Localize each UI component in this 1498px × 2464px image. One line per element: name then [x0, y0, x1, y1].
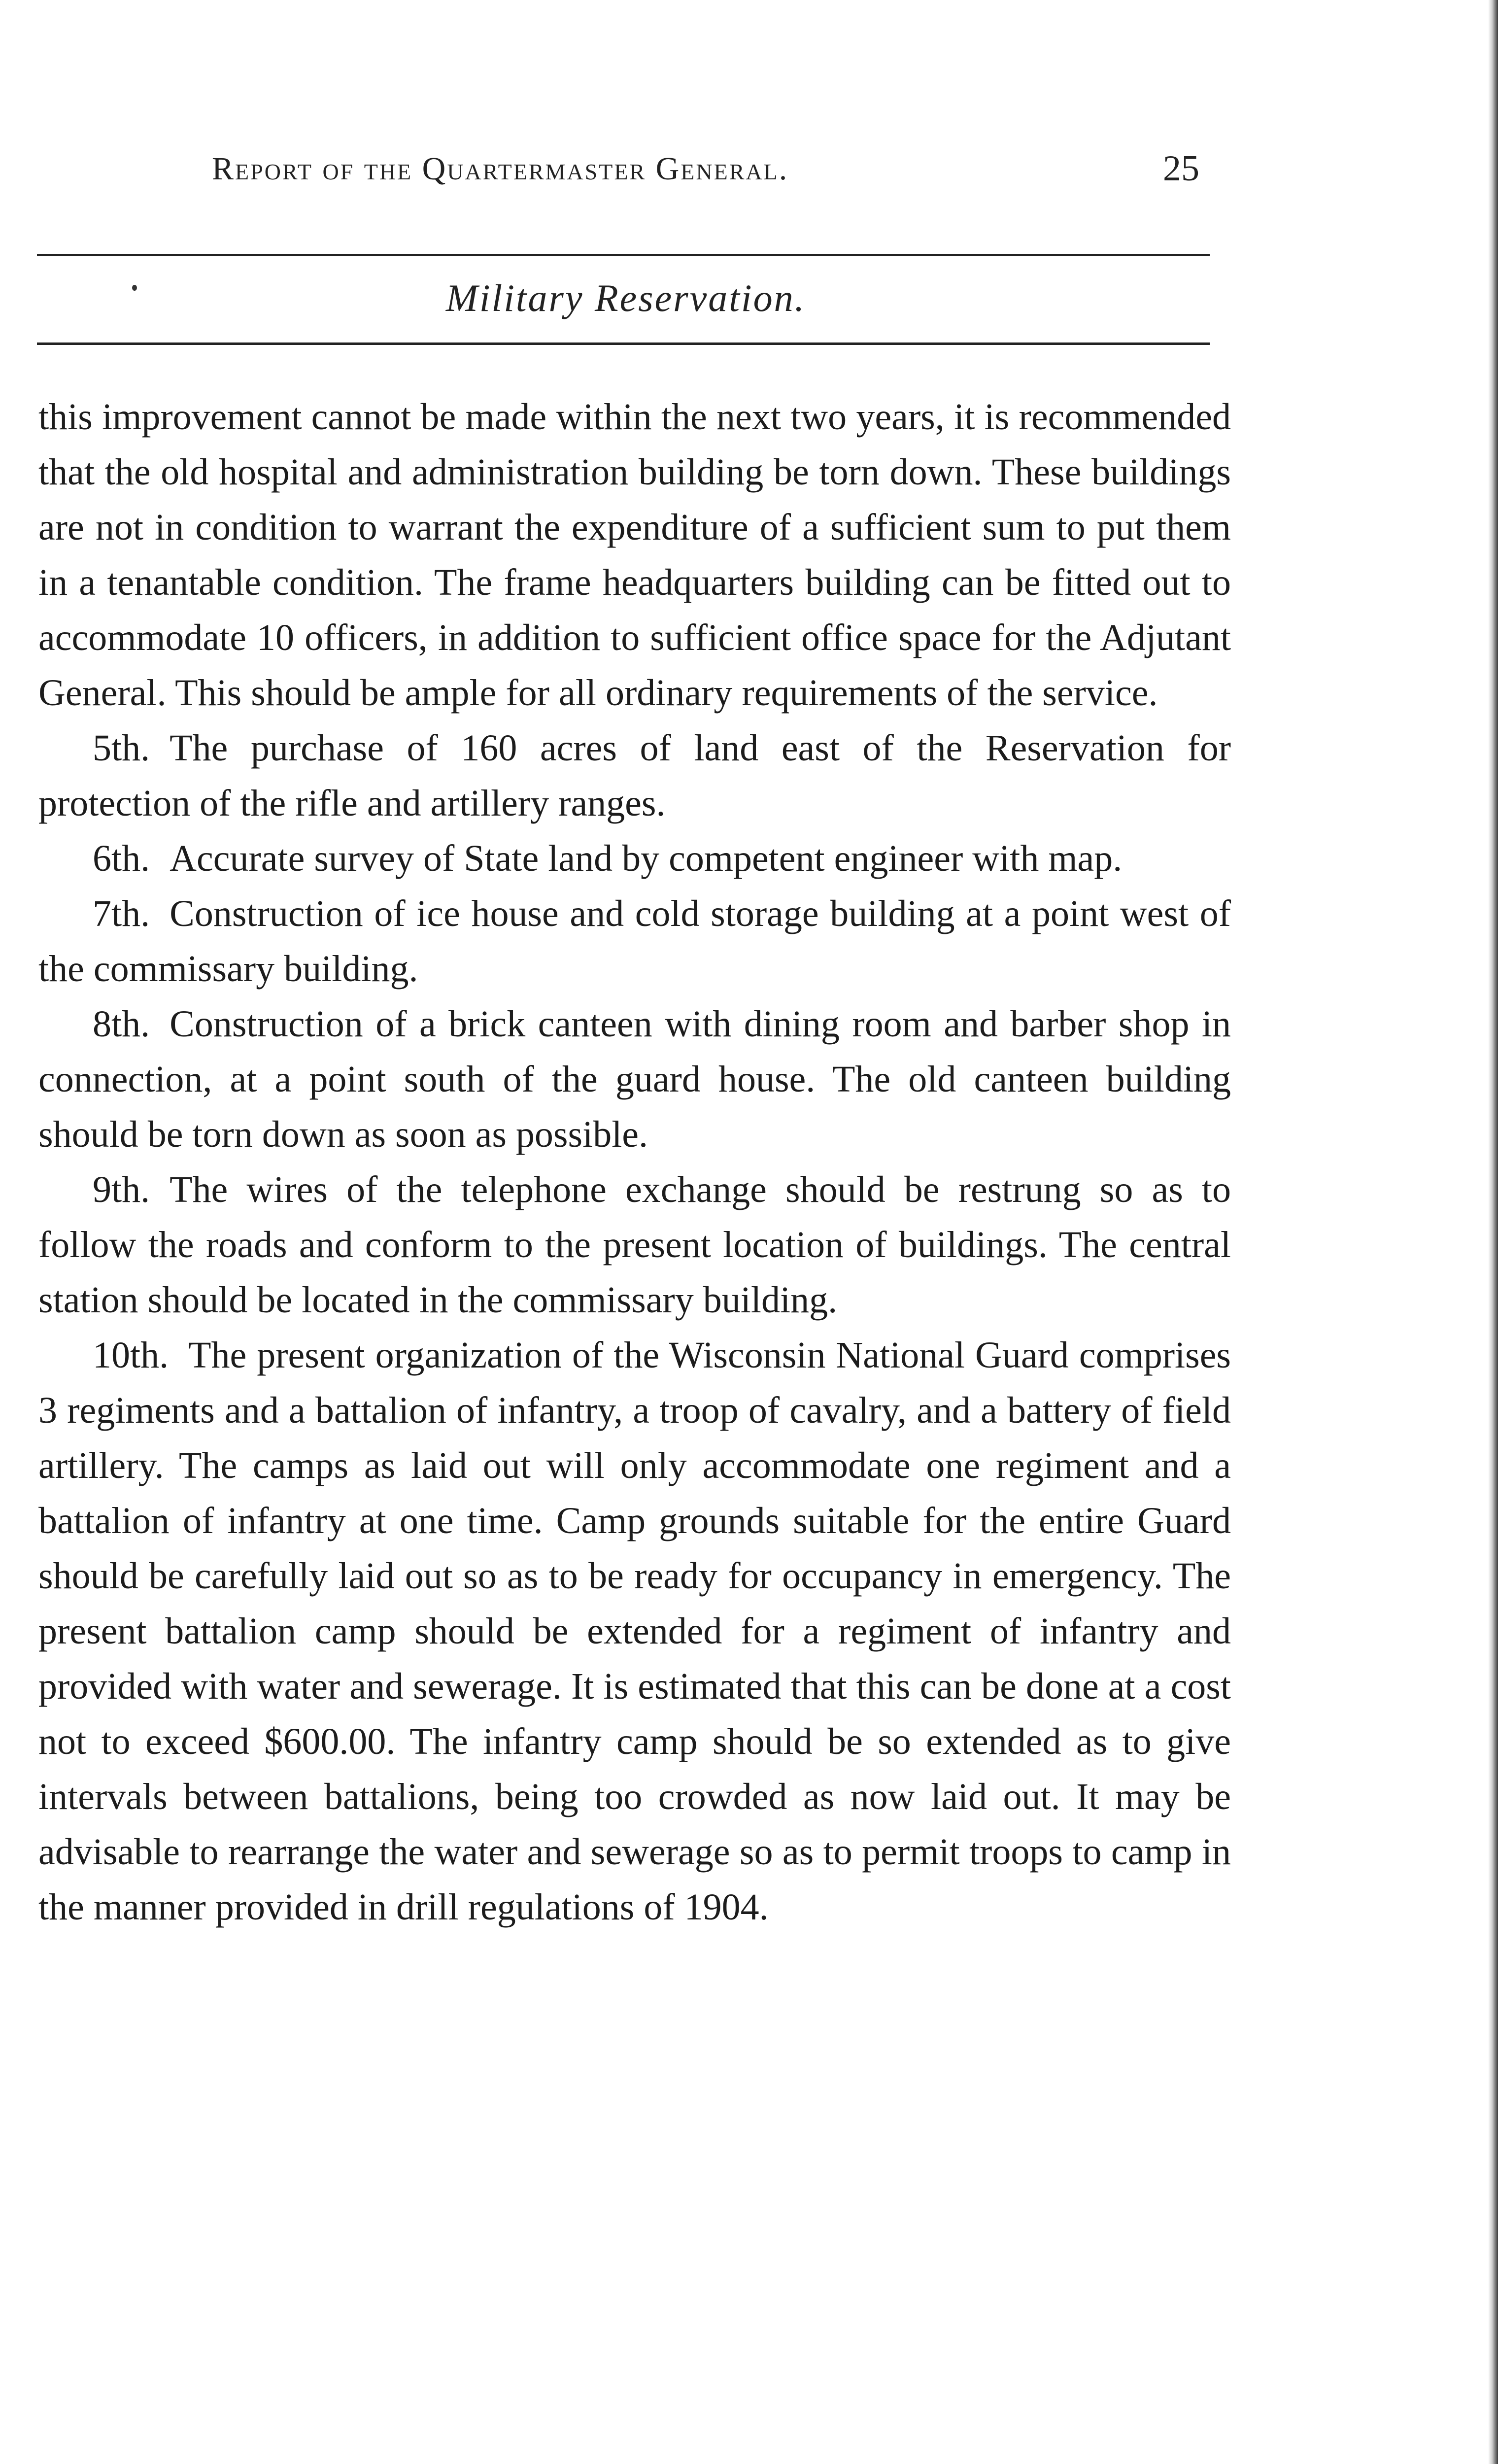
item-number: 9th.: [93, 1169, 150, 1210]
item-number: 7th.: [93, 893, 150, 934]
page-number: 25: [1163, 148, 1199, 189]
paragraph-text: The purchase of 160 acres of land east of the Reservation for protection of the rifle and artillery ranges.: [38, 727, 1231, 824]
paragraph-item-8th: [38, 996, 1231, 1162]
paragraph-continued: [38, 389, 1231, 720]
section-title: Military Reservation.: [445, 276, 806, 319]
paragraph-text: The present organization of the Wisconsin National Guard comprises 3 regiments and a battalion of infantry, a troop of cavalry, and a battery of field artillery. The camps as laid out will only accommodate one regiment and a battalion of infantry at one time. Camp grounds suitable for the entire Guard should be carefully laid out so as to be ready for occupancy in emergency. The present battalion camp should be extended for a regiment of infantry and provided with water and sewerage. It is estimated that this can be done at a cost not to exceed $600.00. The infantry camp should be so extended as to give intervals between battalions, being too crowded as now laid out. It may be advisable to rearrange the water and sewerage so as to permit troops to camp in the manner provided in drill regulations of 1904.: [38, 1335, 1231, 1928]
paragraph-text: Accurate survey of State land by competent engineer with map.: [170, 838, 1123, 879]
paragraph-text: Construction of a brick canteen with dining room and barber shop in connection, at a point south of the guard house. The old canteen building should be torn down as soon as possible.: [38, 1003, 1231, 1155]
item-number: 6th.: [93, 838, 150, 879]
running-head: Report of the Quartermaster General.: [212, 151, 789, 187]
item-number: 5th.: [93, 727, 150, 769]
item-number: 8th.: [93, 1003, 150, 1045]
paragraph-item-6th: [38, 831, 1231, 886]
paragraph-item-9th: [38, 1162, 1231, 1328]
paragraph-item-10th: [38, 1328, 1231, 1935]
scan-edge-shadow: [1488, 0, 1498, 2464]
paragraph-item-5th: [38, 720, 1231, 831]
paragraph-item-7th: [38, 886, 1231, 996]
header-rule-top: [37, 254, 1210, 256]
body-text: [38, 389, 1231, 1935]
header-rule-bottom: [37, 342, 1210, 345]
paragraph-text: Construction of ice house and cold storage building at a point west of the commissary building.: [38, 893, 1231, 990]
item-number: 10th.: [93, 1335, 169, 1376]
paragraph-text: this improvement cannot be made within the next two years, it is recommended that the old hospital and administration building be torn down. These buildings are not in condition to warrant the expenditure of a sufficient sum to put them in a tenantable condition. The frame headquarters building can be fitted out to accommodate 10 officers, in addition to sufficient office space for the Adjutant General. This should be ample for all ordinary requirements of the service.: [38, 396, 1231, 714]
paragraph-text: The wires of the telephone exchange should be restrung so as to follow the roads and conform to the present location of buildings. The central station should be located in the commissary building.: [38, 1169, 1231, 1321]
